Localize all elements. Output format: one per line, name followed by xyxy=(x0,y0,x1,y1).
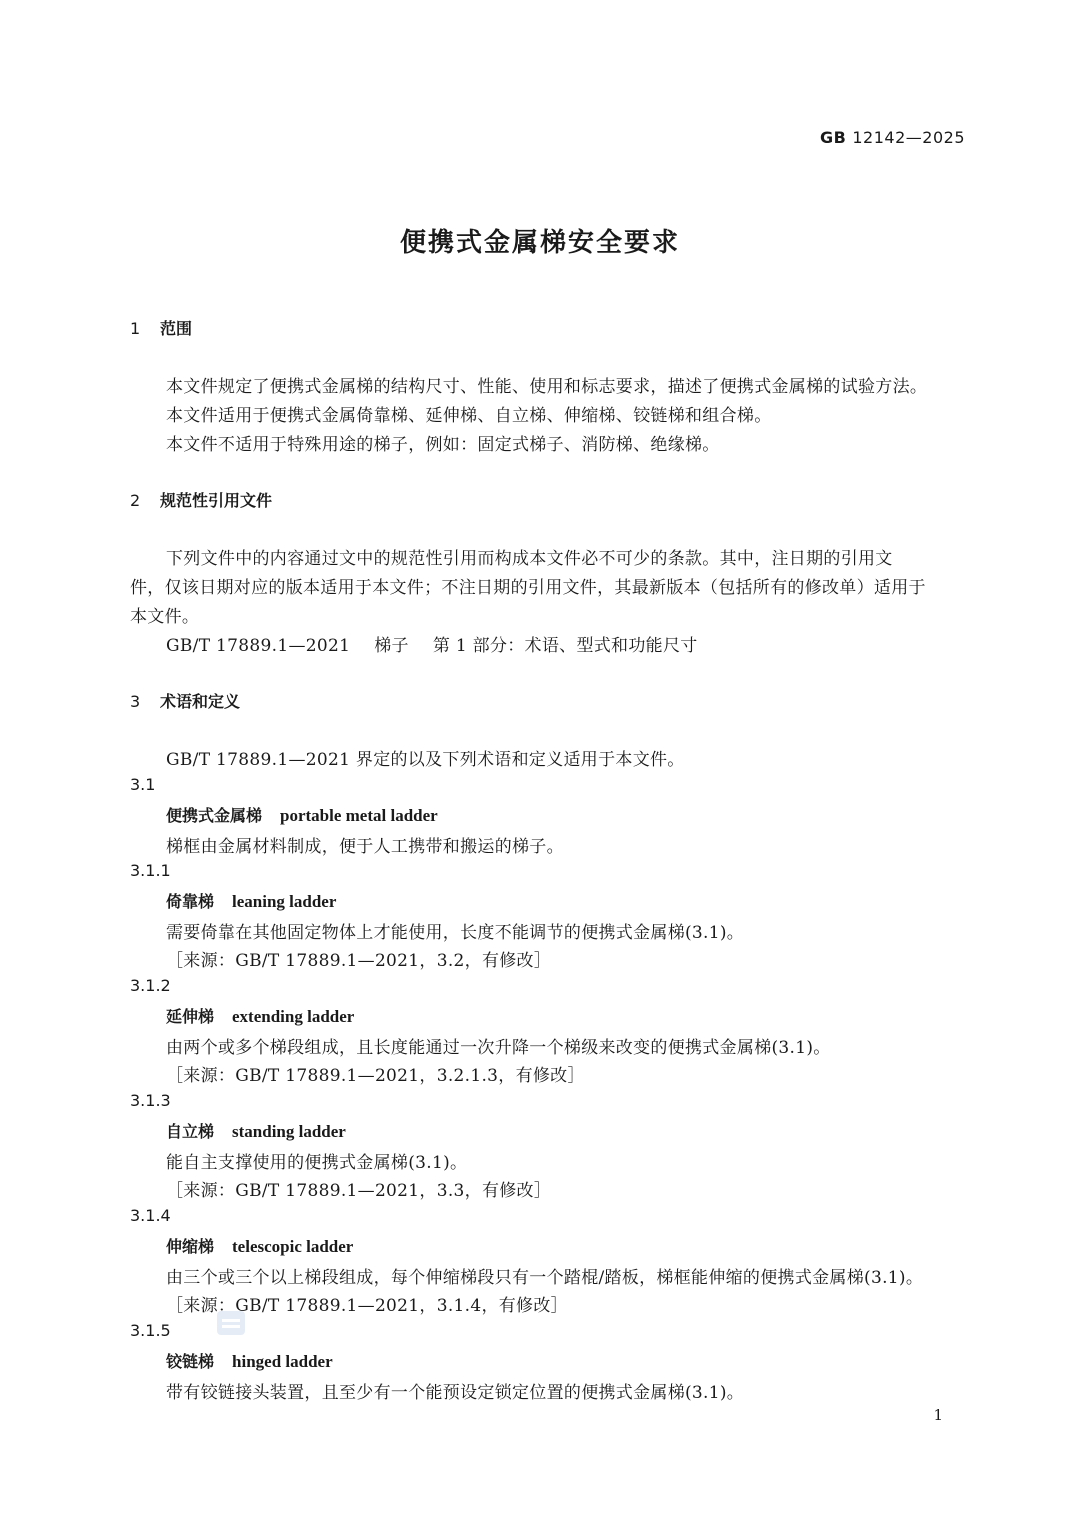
section-title: 范围 xyxy=(160,319,193,338)
section-number: 1 xyxy=(130,319,141,338)
section-number: 2 xyxy=(130,491,141,510)
term-heading xyxy=(166,889,336,912)
paragraph: GB/T 17889.1—2021 界定的以及下列术语和定义适用于本文件。 xyxy=(166,750,685,770)
reference-code: GB/T 17889.1—2021 xyxy=(166,636,351,656)
document-title: 便携式金属梯安全要求 xyxy=(399,228,680,258)
reference-part: 第 1 部分：术语、型式和功能尺寸 xyxy=(432,636,698,656)
term-source: ［来源：GB/T 17889.1—2021，3.3，有修改］ xyxy=(166,1181,552,1201)
term-en: telescopic ladder xyxy=(232,1237,354,1256)
term-zh: 铰链梯 xyxy=(166,1352,215,1371)
paragraph-line: 下列文件中的内容通过文中的规范性引用而构成本文件必不可少的条款。其中，注日期的引用文 xyxy=(166,549,893,569)
section-number: 3 xyxy=(130,692,141,711)
paragraph: 本文件不适用于特殊用途的梯子，例如：固定式梯子、消防梯、绝缘梯。 xyxy=(166,435,720,455)
section-title: 术语和定义 xyxy=(160,692,241,711)
term-en: portable metal ladder xyxy=(280,806,438,825)
term-source: ［来源：GB/T 17889.1—2021，3.1.4，有修改］ xyxy=(166,1296,568,1316)
term-source: ［来源：GB/T 17889.1—2021，3.2.1.3，有修改］ xyxy=(166,1066,585,1086)
paragraph: 本文件规定了便携式金属梯的结构尺寸、性能、使用和标志要求，描述了便携式金属梯的试验方法。 xyxy=(166,377,928,397)
term-number: 3.1.2 xyxy=(130,976,171,995)
section-title: 规范性引用文件 xyxy=(160,491,273,510)
term-en: leaning ladder xyxy=(232,892,337,911)
term-heading xyxy=(166,1119,346,1142)
term-zh: 自立梯 xyxy=(166,1122,215,1141)
term-zh: 延伸梯 xyxy=(166,1007,215,1026)
paragraph: 本文件适用于便携式金属倚靠梯、延伸梯、自立梯、伸缩梯、铰链梯和组合梯。 xyxy=(166,406,772,426)
section-1-heading xyxy=(130,316,192,339)
section-3-heading xyxy=(130,689,240,712)
term-definition: 带有铰链接头装置，且至少有一个能预设定锁定位置的便携式金属梯(3.1)。 xyxy=(166,1383,745,1403)
paragraph-line: 件，仅该日期对应的版本适用于本文件；不注日期的引用文件，其最新版本（包括所有的修改单）适用于 xyxy=(130,578,926,598)
term-definition: 由两个或多个梯段组成，且长度能通过一次升降一个梯级来改变的便携式金属梯(3.1)。 xyxy=(166,1038,831,1058)
term-en: hinged ladder xyxy=(232,1352,333,1371)
term-en: extending ladder xyxy=(232,1007,355,1026)
term-heading xyxy=(166,1234,353,1257)
term-definition: 由三个或三个以上梯段组成，每个伸缩梯段只有一个踏棍/踏板，梯框能伸缩的便携式金属梯(3.1)。 xyxy=(166,1268,924,1288)
standard-code: 12142—2025 xyxy=(852,128,965,147)
term-definition: 需要倚靠在其他固定物体上才能使用，长度不能调节的便携式金属梯(3.1)。 xyxy=(166,923,745,943)
term-source: ［来源：GB/T 17889.1—2021，3.2，有修改］ xyxy=(166,951,552,971)
term-number: 3.1.3 xyxy=(130,1091,171,1110)
paragraph-line: 本文件。 xyxy=(130,607,200,627)
page-number: 1 xyxy=(933,1406,943,1424)
term-zh: 倚靠梯 xyxy=(166,892,215,911)
watermark-icon xyxy=(216,1310,246,1336)
term-number: 3.1.4 xyxy=(130,1206,171,1225)
term-number: 3.1.1 xyxy=(130,861,171,880)
term-zh: 伸缩梯 xyxy=(166,1237,215,1256)
standard-prefix: GB xyxy=(820,128,847,147)
term-definition: 能自主支撑使用的便携式金属梯(3.1)。 xyxy=(166,1153,468,1173)
term-number: 3.1.5 xyxy=(130,1321,171,1340)
section-2-heading xyxy=(130,488,272,511)
term-en: standing ladder xyxy=(232,1122,346,1141)
reference-name: 梯子 xyxy=(374,636,409,656)
term-number: 3.1 xyxy=(130,775,156,794)
term-heading xyxy=(166,803,438,826)
normative-reference xyxy=(166,631,698,656)
term-zh: 便携式金属梯 xyxy=(166,806,263,825)
term-definition: 梯框由金属材料制成，便于人工携带和搬运的梯子。 xyxy=(166,837,564,857)
term-heading xyxy=(166,1004,354,1027)
term-heading xyxy=(166,1349,333,1372)
standard-number xyxy=(820,128,965,147)
